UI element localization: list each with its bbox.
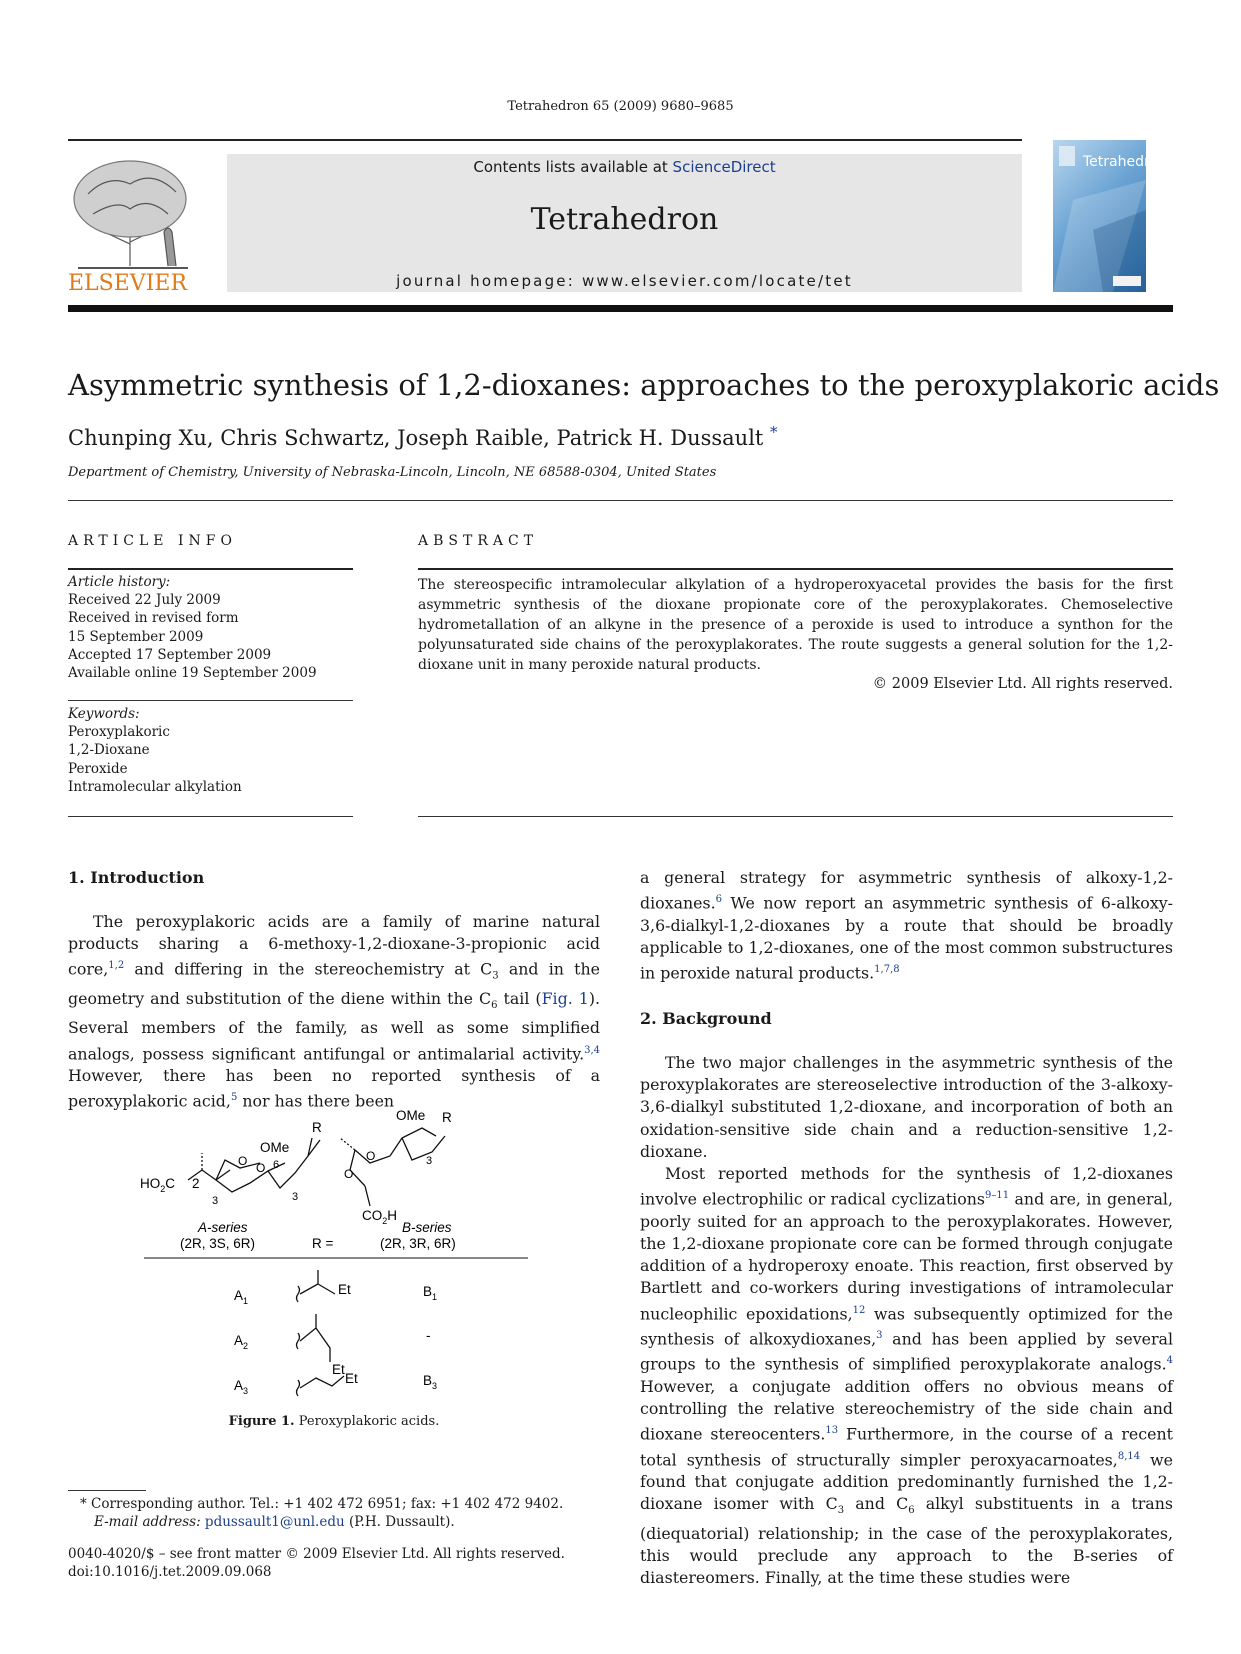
svg-text:O: O	[344, 1167, 354, 1181]
keyword: Peroxide	[68, 760, 128, 777]
journal-citation: Tetrahedron 65 (2009) 9680–9685	[507, 99, 734, 114]
cover-title: Tetrahedron	[1083, 154, 1167, 170]
et-label-3: Et	[345, 1371, 358, 1386]
keywords	[68, 705, 353, 796]
caption-text: Peroxyplakoric acids.	[294, 1414, 440, 1429]
introduction-text: The peroxyplakoric acids are a family of marine natural products sharing a 6-methoxy-1,2-dioxane-3-propionic acid core,$^{1,2}$ and differing in the stereochemistry at $C_3$ and in the geometry and substitution of the diene within the $C_6$ tail (Fig. 1). Several members of the family, as well as some simplified analogs, possess significant antifungal or antimalarial activity.$^{3,4}$ However, there has been no reported synthesis of a peroxyplakoric acid,$^5$ nor has there been	[68, 912, 601, 1111]
author-list	[68, 423, 778, 450]
b-ome-label: OMe	[396, 1108, 426, 1123]
journal-cover-image	[1053, 140, 1167, 292]
header-rule	[68, 139, 1022, 141]
a-ome-label: OMe	[260, 1140, 290, 1155]
figure-1	[140, 1108, 530, 1396]
abstract-copyright: © 2009 Elsevier Ltd. All rights reserved.	[872, 676, 1173, 692]
background-text: The two major challenges in the asymmetric synthesis of the peroxyplakorates are stereoselective introduction of the 3-alkoxy-3,6-dialkyl substituted 1,2-dioxane, and incorporation of both an oxidation-sensitive side chain and a reduction-sensitive 1,2-dioxane. Most reported methods for the synthesis of 1,2-dioxanes involve electrophilic or radical cyclizations$^{9-11}$ and are, in general, poorly suited for an approach to the peroxyplakorates. However, the 1,2-dioxane propionate core can be formed through conjugate addition of a hydroperoxy enoate. This reaction, first observed by Bartlett and co-workers during investigations of intramolecular nucleophilic epoxidations,$^{12}$ was subsequently optimized for the synthesis of alkoxydioxanes,$^3$ and has been applied by several groups to the synthesis of simplified peroxyplakorate analogs.$^4$ However, a conjugate addition offers no obvious means of controlling the relative stereochemistry of the side chain and dioxane stereocenters.$^{13}$ Furthermore, in the course of a recent total synthesis of structurally simpler peroxyacarnoates,$^{8,14}$ we found that conjugate addition predominantly furnished the 1,2-dioxane isomer with $C_3$ and $C_6$ alkyl substituents in a trans (diequatorial) relationship; in the case of the peroxyplakorates, this would preclude any approach to the B-series of diastereomers. Finally, at the time these studies were	[640, 1053, 1174, 1588]
email-link[interactable]: pdussault1@unl.edu	[204, 1514, 345, 1530]
r-equals-label: R =	[312, 1236, 334, 1251]
article-history	[68, 573, 353, 682]
row-b3: $B_3$	[423, 1373, 438, 1391]
row-b1: $B_1$	[423, 1284, 438, 1302]
info-rule-mid	[68, 700, 353, 701]
abstract-text: The stereospecific intramolecular alkylation of a hydroperoxyacetal provides the basis for the first asymmetric synthesis of the dioxane propionate core of the peroxyplakorates. Chemoselective hydrometallation of an alkyne in the presence of a peroxide is used to introduce a synthon for the polyunsaturated side chains of the peroxyplakorates. The route suggests a general solution for the 1,2-dioxane unit in many peroxide natural products.	[418, 577, 1173, 673]
section-heading-introduction: 1. Introduction	[68, 868, 205, 887]
elsevier-wordmark: ELSEVIER	[68, 271, 188, 296]
abstract-rule-top	[418, 568, 1173, 570]
b-series-label: B-series	[402, 1220, 452, 1235]
a-series-structure	[188, 1138, 320, 1192]
a-r-label: R	[312, 1120, 322, 1135]
a-config-label: (2R, 3S, 6R)	[180, 1236, 256, 1251]
svg-text:O: O	[366, 1149, 376, 1163]
history-label: Article history:	[68, 574, 171, 590]
b-chain-3-label: 3	[426, 1155, 433, 1167]
corresponding-author-mark[interactable]: *	[770, 423, 778, 441]
b-config-label: (2R, 3R, 6R)	[380, 1236, 456, 1251]
row-b2: -	[426, 1328, 431, 1343]
keyword: 1,2-Dioxane	[68, 742, 150, 759]
et-label-1: Et	[338, 1282, 351, 1297]
abstract-heading: ABSTRACT	[418, 533, 539, 549]
history-revised-date: 15 September 2009	[68, 628, 204, 645]
header-thick-rule	[68, 305, 1173, 312]
keyword: Peroxyplakoric	[68, 724, 170, 741]
c2-label: 2	[192, 1176, 200, 1191]
info-rule-top	[68, 568, 353, 570]
b-series-structure	[340, 1128, 445, 1206]
history-online: Available online 19 September 2009	[68, 665, 317, 682]
row-a2: $A_2$	[234, 1333, 249, 1351]
section-heading-background: 2. Background	[640, 1009, 772, 1028]
footnotes	[68, 1495, 608, 1581]
article-title: Asymmetric synthesis of 1,2-dioxanes: approaches to the peroxyplakoric acids	[68, 368, 1220, 402]
c3-label: 3	[212, 1195, 219, 1207]
svg-text:O: O	[256, 1161, 266, 1175]
keyword: Intramolecular alkylation	[68, 778, 242, 795]
info-rule-bottom	[68, 816, 353, 817]
row-a3: $A_3$	[234, 1378, 249, 1396]
ho2c-label: $HO_2C$	[140, 1176, 176, 1194]
svg-text:O: O	[238, 1154, 248, 1168]
journal-name: Tetrahedron	[530, 202, 719, 237]
side-chains	[297, 1270, 345, 1396]
email-label: E-mail address:	[94, 1514, 205, 1530]
row-a1: $A_1$	[234, 1288, 249, 1306]
doi: doi:10.1016/j.tet.2009.09.068	[68, 1564, 272, 1580]
history-received: Received 22 July 2009	[68, 592, 221, 609]
c6-label: 6	[273, 1159, 280, 1171]
co2h-label: $CO_2H$	[362, 1208, 398, 1226]
history-accepted: Accepted 17 September 2009	[68, 646, 272, 663]
sciencedirect-link[interactable]: ScienceDirect	[672, 158, 776, 176]
introduction-continued: a general strategy for asymmetric synthesis of alkoxy-1,2-dioxanes.$^6$ We now report an asymmetric synthesis of 6-alkoxy-3,6-dialkyl-1,2-dioxanes by a route that should be broadly applicable to 1,2-dioxanes, one of the most common substructures in peroxide natural products.$^{1,7,8}$	[640, 868, 1173, 983]
front-matter: 0040-4020/$ – see front matter © 2009 Elsevier Ltd. All rights reserved.	[68, 1546, 565, 1562]
affiliation: Department of Chemistry, University of Nebraska-Lincoln, Lincoln, NE 68588-0304, United States	[68, 465, 717, 480]
figure-1-caption	[68, 1414, 600, 1429]
contents-line	[227, 158, 1022, 176]
authors-text: Chunping Xu, Chris Schwartz, Joseph Raible, Patrick H. Dussault	[68, 426, 764, 450]
journal-homepage: journal homepage: www.elsevier.com/locate/tet	[396, 272, 853, 290]
article-info-heading: ARTICLE INFO	[68, 533, 237, 549]
email-suffix: (P.H. Dussault).	[344, 1514, 455, 1530]
title-divider	[68, 500, 1173, 501]
history-revised-label: Received in revised form	[68, 610, 239, 627]
keywords-label: Keywords:	[68, 706, 140, 722]
a-series-label: A-series	[198, 1220, 248, 1235]
b-r-label: R	[442, 1110, 452, 1125]
a-chain-3-label: 3	[292, 1191, 299, 1203]
corresponding-author-note: * Corresponding author. Tel.: +1 402 472 6951; fax: +1 402 472 9402.	[80, 1496, 564, 1512]
abstract-rule-bottom	[418, 816, 1173, 817]
et-label-2: Et	[332, 1362, 345, 1377]
caption-label: Figure 1.	[228, 1414, 295, 1429]
footnote-rule	[68, 1490, 146, 1491]
elsevier-logo	[68, 154, 199, 294]
contents-prefix: Contents lists available at	[473, 158, 673, 176]
journal-banner	[227, 154, 1022, 292]
